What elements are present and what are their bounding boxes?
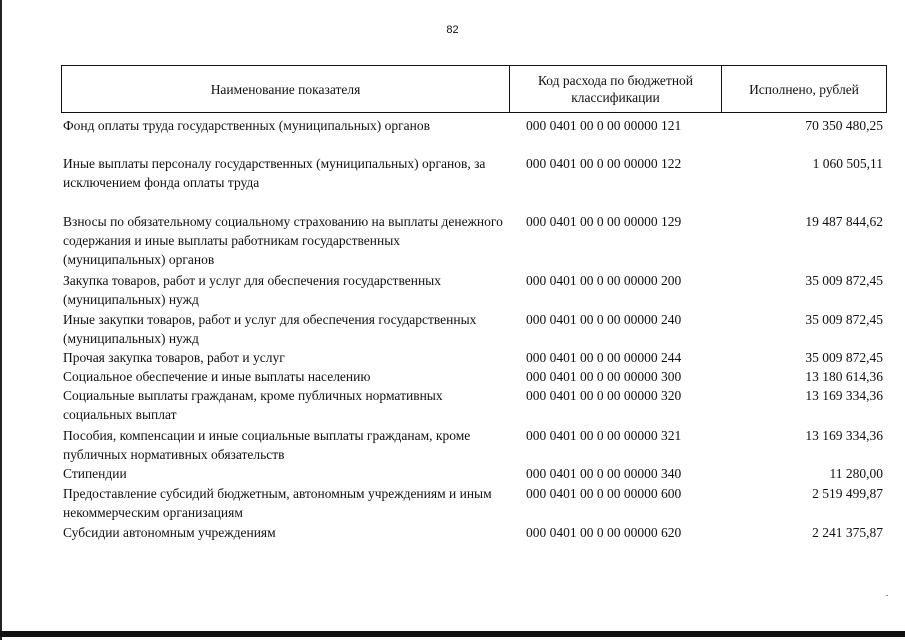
row-amount: 13 169 334,36 [805, 428, 883, 443]
row-code: 000 0401 00 0 00 00000 320 [526, 388, 682, 403]
row-amount: 1 060 505,11 [812, 156, 883, 171]
row-code: 000 0401 00 0 00 00000 620 [526, 525, 682, 540]
row-name: Закупка товаров, работ и услуг для обеспечения государственных (муниципальных) нужд [63, 273, 442, 307]
column-header-code: Код расхода по бюджетной классификации [510, 66, 722, 112]
row-name: Взносы по обязательному социальному страхованию на выплаты денежного содержания и иные выплаты работникам государственных (муниципальных) органов [63, 214, 503, 267]
row-code: 000 0401 00 0 00 00000 340 [526, 466, 682, 481]
row-name: Социальное обеспечение и иные выплаты населению [63, 369, 371, 384]
row-name: Предоставление субсидий бюджетным, автономным учреждениям и иным некоммерческим организациям [63, 486, 492, 520]
row-name: Иные выплаты персоналу государственных (муниципальных) органов, за исключением фонда оплаты труда [63, 156, 486, 190]
row-amount: 35 009 872,45 [805, 312, 883, 327]
row-name: Субсидии автономным учреждениям [63, 525, 276, 540]
row-amount: 2 241 375,87 [812, 525, 883, 540]
row-name: Иные закупки товаров, работ и услуг для обеспечения государственных (муниципальных) нужд [63, 312, 477, 346]
row-amount: 13 169 334,36 [805, 388, 883, 403]
row-name: Социальные выплаты гражданам, кроме публичных нормативных социальных выплат [63, 388, 443, 422]
row-amount: 13 180 614,36 [805, 369, 883, 384]
row-name: Фонд оплаты труда государственных (муниципальных) органов [63, 118, 430, 133]
column-header-name: Наименование показателя [62, 66, 510, 112]
row-code: 000 0401 00 0 00 00000 600 [526, 486, 682, 501]
row-code: 000 0401 00 0 00 00000 244 [526, 350, 682, 365]
row-code: 000 0401 00 0 00 00000 129 [526, 214, 682, 229]
table-header [61, 65, 887, 113]
scan-bottom-edge [0, 631, 905, 637]
row-name: Прочая закупка товаров, работ и услуг [63, 350, 285, 365]
page-number: 82 [446, 24, 459, 36]
row-amount: 70 350 480,25 [805, 118, 883, 133]
row-code: 000 0401 00 0 00 00000 240 [526, 312, 682, 327]
row-name: Стипендии [63, 466, 127, 481]
row-code: 000 0401 00 0 00 00000 122 [526, 156, 682, 171]
row-code: 000 0401 00 0 00 00000 321 [526, 428, 682, 443]
row-code: 000 0401 00 0 00 00000 121 [526, 118, 682, 133]
scan-left-edge [0, 0, 2, 640]
row-amount: 35 009 872,45 [805, 350, 883, 365]
row-amount: 35 009 872,45 [805, 273, 883, 288]
row-amount: 19 487 844,62 [805, 214, 883, 229]
row-name: Пособия, компенсации и иные социальные выплаты гражданам, кроме публичных нормативных обязательств [63, 428, 471, 462]
scan-speck [886, 595, 888, 596]
column-header-executed: Исполнено, рублей [749, 81, 859, 97]
row-code: 000 0401 00 0 00 00000 300 [526, 369, 682, 384]
row-amount: 11 280,00 [829, 466, 883, 481]
row-amount: 2 519 499,87 [812, 486, 883, 501]
row-code: 000 0401 00 0 00 00000 200 [526, 273, 682, 288]
